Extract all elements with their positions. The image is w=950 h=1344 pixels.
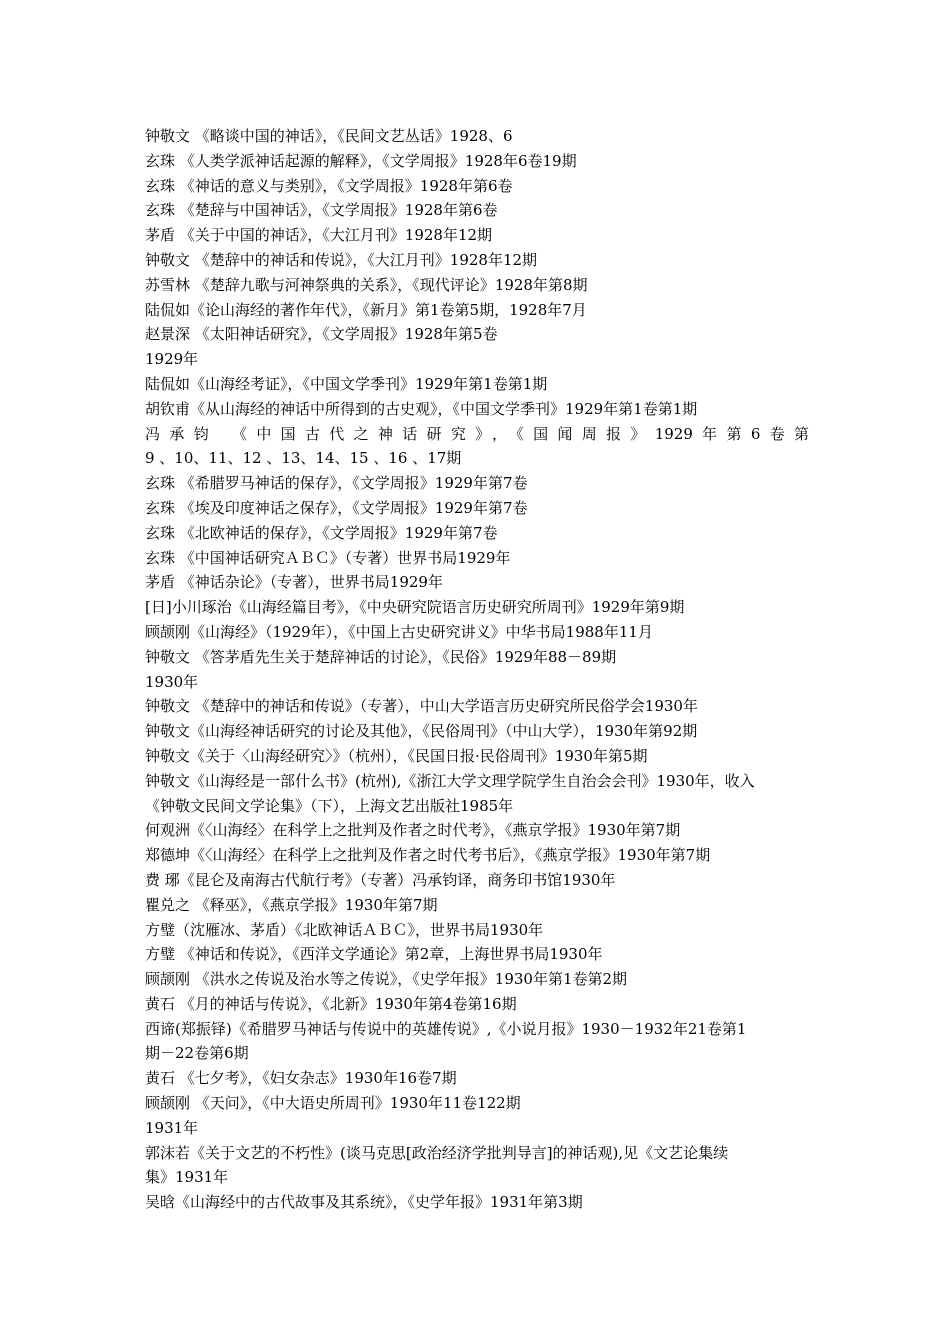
bib-entry-continued: 期－22卷第6期: [145, 1044, 249, 1063]
bib-entry: 赵景深 《太阳神话研究》，《文学周报》1928年第5卷: [145, 325, 498, 344]
bib-entry-continued: 9 、10、11、12 、13、14、15 、16 、17期: [145, 449, 462, 468]
bib-entry: 费 琊《昆仑及南海古代航行考》（专著）冯承钧译，商务印书馆1930年: [145, 870, 616, 889]
bib-entry: 钟敬文 《楚辞中的神话和传说》，《大江月刊》1928年12期: [145, 250, 538, 269]
year-heading-1930: 1930年: [145, 672, 199, 691]
bib-entry: [日]小川琢治《山海经篇目考》，《中央研究院语言历史研究所周刊》1929年第9期: [145, 598, 685, 617]
bib-entry: 玄珠 《楚辞与中国神话》，《文学周报》1928年第6卷: [145, 201, 498, 220]
bib-entry: 钟敬文 《楚辞中的神话和传说》（专著），中山大学语言历史研究所民俗学会1930年: [145, 697, 698, 716]
bib-entry: 郑德坤《〈山海经〉在科学上之批判及作者之时代考书后》，《燕京学报》1930年第7期: [145, 846, 711, 865]
bib-entry: 冯承钧 《中国古代之神话研究》，《国闻周报》1929年第6卷第: [145, 424, 809, 443]
bib-entry: 钟敬文 《答茅盾先生关于楚辞神话的讨论》，《民俗》1929年88－89期: [145, 647, 617, 666]
bib-entry-continued: 《钟敬文民间文学论集》（下），上海文艺出版社1985年: [145, 796, 514, 815]
bib-entry: 顾颉刚《山海经》（1929年），《中国上古史研究讲义》中华书局1988年11月: [145, 622, 653, 641]
bib-entry: 瞿兑之 《释巫》，《燕京学报》1930年第7期: [145, 895, 438, 914]
bib-entry: 钟敬文 《略谈中国的神话》，《民间文艺丛话》1928、6: [145, 127, 513, 145]
bib-entry: 顾颉刚 《洪水之传说及治水等之传说》，《史学年报》1930年第1卷第2期: [145, 970, 628, 989]
bib-entry: 玄珠 《中国神话研究ＡＢＣ》（专著）世界书局1929年: [145, 548, 511, 567]
bib-entry: 方璧（沈雁冰、茅盾）《北欧神话ＡＢＣ》，世界书局1930年: [145, 920, 544, 939]
bib-entry: 西谛(郑振铎)《希腊罗马神话与传说中的英雄传说》,《小说月报》1930－1932年21卷第1: [145, 1019, 747, 1038]
bib-entry: 黄石 《月的神话与传说》，《北新》1930年第4卷第16期: [145, 994, 517, 1013]
bib-entry: 顾颉刚 《天问》，《中大语史所周刊》1930年11卷122期: [145, 1094, 521, 1113]
bib-entry: 玄珠 《埃及印度神话之保存》，《文学周报》1929年第7卷: [145, 498, 528, 517]
bib-entry: 黄石 《七夕考》，《妇女杂志》1930年16卷7期: [145, 1069, 457, 1088]
bib-entry: 吴晗《山海经中的古代故事及其系统》，《史学年报》1931年第3期: [145, 1193, 583, 1212]
document-body: [145, 124, 809, 1215]
bib-entry: 苏雪林 《楚辞九歌与河神祭典的关系》，《现代评论》1928年第8期: [145, 275, 588, 294]
bib-entry: 玄珠 《神话的意义与类别》，《文学周报》1928年第6卷: [145, 176, 513, 195]
bib-entry: 玄珠 《北欧神话的保存》，《文学周报》1929年第7卷: [145, 523, 498, 542]
bib-entry: 胡钦甫《从山海经的神话中所得到的古史观》，《中国文学季刊》1929年第1卷第1期: [145, 399, 698, 418]
bib-entry: 何观洲《〈山海经〉在科学上之批判及作者之时代考》，《燕京学报》1930年第7期: [145, 821, 681, 840]
bib-entry: 玄珠 《希腊罗马神话的保存》，《文学周报》1929年第7卷: [145, 474, 528, 493]
bib-entry: 钟敬文《山海经是一部什么书》(杭州),《浙江大学文理学院学生自治会会刊》1930年，收入: [145, 771, 755, 790]
bib-entry: 茅盾 《关于中国的神话》，《大江月刊》1928年12期: [145, 226, 493, 245]
bib-entry: 玄珠 《人类学派神话起源的解释》，《文学周报》1928年6卷19期: [145, 151, 577, 170]
year-heading-1931: 1931年: [145, 1118, 199, 1137]
bib-entry: 钟敬文《山海经神话研究的讨论及其他》，《民俗周刊》（中山大学），1930年第92期: [145, 722, 698, 741]
bib-entry: 陆侃如《山海经考证》，《中国文学季刊》1929年第1卷第1期: [145, 374, 548, 393]
bib-entry: 郭沫若《关于文艺的不朽性》(谈马克思[政治经济学批判导言]的神话观),见《文艺论集续: [145, 1143, 729, 1162]
bib-entry: 陆侃如《论山海经的著作年代》，《新月》第1卷第5期，1928年7月: [145, 300, 587, 319]
bib-entry: 茅盾 《神话杂论》（专著），世界书局1929年: [145, 573, 443, 592]
bib-entry: 方璧 《神话和传说》，《西洋文学通论》第2章，上海世界书局1930年: [145, 945, 603, 964]
bib-entry: 钟敬文《关于〈山海经研究〉》（杭州），《民国日报·民俗周刊》1930年第5期: [145, 746, 648, 765]
year-heading-1929: 1929年: [145, 350, 199, 369]
bib-entry-continued: 集》1931年: [145, 1168, 229, 1187]
